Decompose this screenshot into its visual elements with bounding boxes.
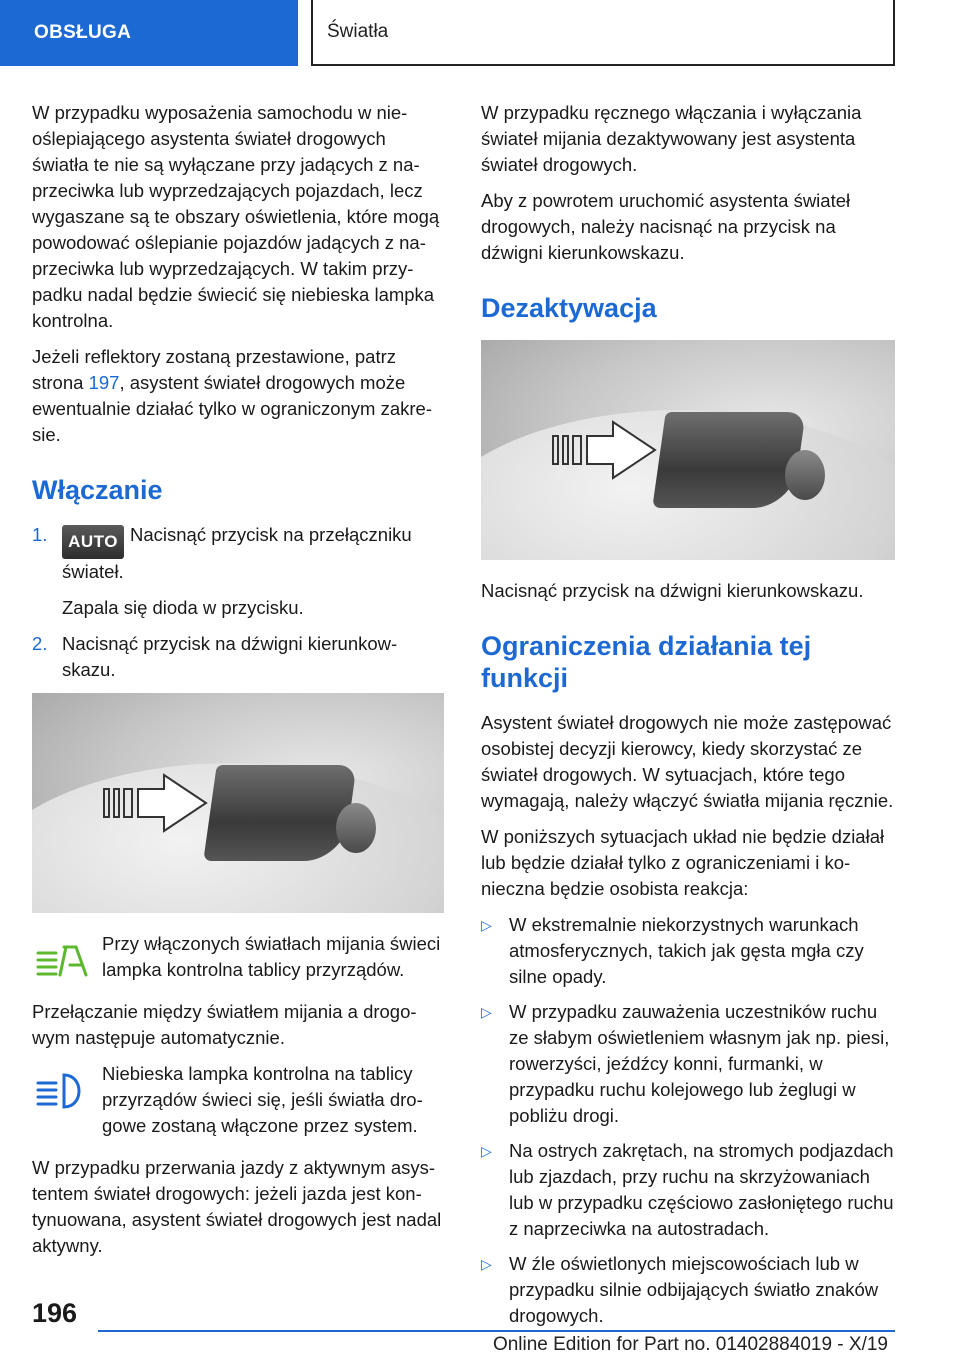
step-text: Nacisnąć przycisk na dźwigni kierunkowskazu. [62,633,398,680]
text: Jeżeli reflektory zostaną przestawione, patrz strona [32,346,397,393]
section-heading: Dezaktywacja [481,293,657,323]
paragraph: Aby z powrotem uruchomić asystenta świateł drogowych, należy nacisnąć na przycisk na dźwigni kierunkowskazu. [481,190,851,263]
push-arrow-icon [551,420,661,480]
triangle-bullet-icon: ▷ [481,1143,492,1159]
turn-signal-lever-photo [481,340,895,560]
step-text: Nacisnąć przycisk na przełączniku świateł. [62,524,412,582]
list-item [481,1251,895,1329]
triangle-bullet-icon: ▷ [481,1004,492,1020]
notice-text: Niebieska lampka kontrolna na tablicy przyrządów świeci się, jeśli światła drogowe zostaną włączone przez system. [102,1063,423,1136]
notice-low-beam [32,931,444,983]
paragraph [32,344,444,448]
footer-edition: Online Edition for Part no. 01402884019 - X/19 [492,1334,888,1355]
section-heading: Włączanie [32,475,163,505]
list-item-text: Na ostrych zakrętach, na stromych podjazdach lub zjazdach, przy ruchu na skrzyżowaniach lub w przypadku częściowo zasłoniętego ruchu z naprzeciwka na autostradach. [509,1140,894,1239]
paragraph: Nacisnąć przycisk na dźwigni kierunkowskazu. [481,580,864,601]
paragraph: Przełączanie między światłem mijania a drogowym następuje automatycznie. [32,1001,417,1048]
auto-high-beam-indicator-icon [36,941,88,981]
step-number: 2. [32,633,48,654]
paragraph: Asystent świateł drogowych nie może zastępować osobistej decyzji kierowcy, kiedy skorzystać ze świateł drogowych. W sytuacjach, które tego wymagają, należy włączyć światła mijania ręcznie. [481,712,894,811]
list-item-text: W źle oświetlonych miejscowościach lub w przypadku silnie odbijających światło znaków drogowych. [509,1253,879,1326]
limitations-list [481,912,895,1329]
paragraph: W poniższych sytuacjach układ nie będzie działał lub będzie działał tylko z ograniczeniami i konieczna będzie osobista reakcja: [481,826,885,899]
page-number: 196 [32,1298,78,1328]
chapter-title: Światła [327,21,389,42]
left-column [32,100,444,1269]
step-subtext: Zapala się dioda w przycisku. [62,597,304,618]
notice-high-beam [32,1061,444,1139]
footer-divider [98,1330,895,1332]
notice-text: Przy włączonych światłach mijania świeci lampka kontrolna tablicy przyrządów. [102,933,441,980]
list-item [481,999,895,1129]
list-item [481,912,895,990]
step-1 [32,522,444,621]
page-link[interactable]: 197 [88,372,120,393]
push-arrow-icon [102,773,212,833]
section-heading: Ograniczenia działania tej funkcji [481,631,812,693]
paragraph: W przypadku przerwania jazdy z aktywnym asystentem świateł drogowych: jeżeli jazda jest kontynuowana, asystent świateł drogowych jest nadal aktywny. [32,1157,442,1256]
paragraph: W przypadku ręcznego włączania i wyłączania świateł mijania dezaktywowany jest asystenta świateł drogowych. [481,102,862,175]
paragraph: W przypadku wyposażenia samochodu w nieoślepiającego asystenta świateł drogowych światła te nie są wyłączane przy jadących z naprzeciwka lub wyprzedzających pojazdach, lecz wygaszane są te obszary oświetlenia, które mogą powodować oślepianie pojazdów jadących z naprzeciwka lub wyprzedzających. W takim przypadku nadal będzie świecić się niebieska lampka kontrolna. [32,102,440,331]
triangle-bullet-icon: ▷ [481,917,492,933]
section-title: OBSŁUGA [34,22,132,43]
turn-signal-lever-photo [32,693,444,913]
high-beam-indicator-icon [36,1071,88,1111]
list-item [481,1138,895,1242]
list-item-text: W przypadku zauważenia uczestników ruchu ze słabym oświetleniem własnym jak np. piesi, rowerzyści, jeźdźcy konni, furmanki, w przypadku ruchu kolejowego lub żeglugi w pobliżu drogi. [509,1001,890,1126]
triangle-bullet-icon: ▷ [481,1256,492,1272]
text: , asystent świateł drogowych może ewentualnie działać tylko w ograniczonym zakresie. [32,372,433,445]
right-column [481,100,895,1338]
step-number: 1. [32,524,48,545]
auto-button-icon: AUTO [62,525,124,559]
step-2 [32,631,444,683]
section-tab [0,0,298,66]
chapter-header [311,0,895,66]
list-item-text: W ekstremalnie niekorzystnych warunkach atmosferycznych, takich jak gęsta mgła czy silne opady. [509,914,864,987]
